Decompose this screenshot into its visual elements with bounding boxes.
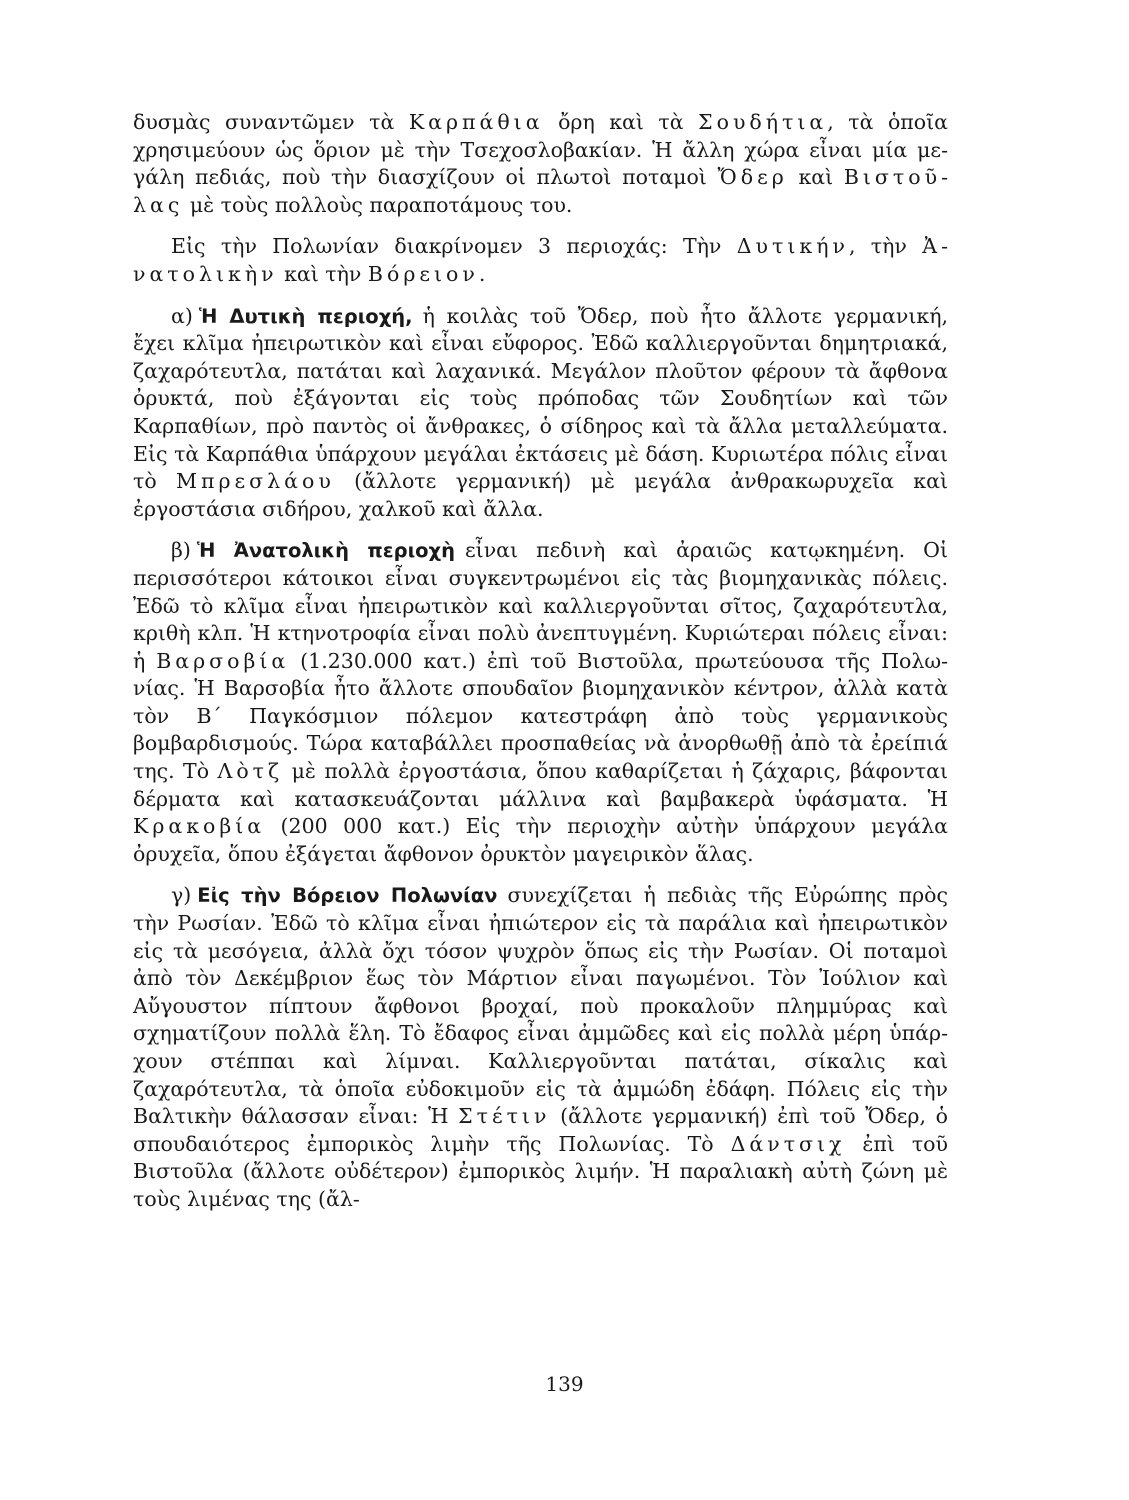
text-run: (200 000 κατ.) Εἰς τὴν περιοχὴν αὐτὴν ὑπάρχουν μεγάλα ὀρυχεῖα, ὅπου ἐξάγεται ἄφθονον ὀρυκτὸν μαγειρικὸν ἅλας.: [133, 814, 948, 866]
text-run: καὶ: [787, 165, 844, 190]
text-run: ἐπὶ τοῦ Βιστοῦλα (ἄλλοτε οὐδέτερον) ἐμπορικὸς λιμήν. Ἡ παραλιακὴ αὐτὴ ζώνη μὲ τοὺς λιμένας της (ἄλ-: [133, 1131, 948, 1211]
region-name: Βόρειον: [367, 261, 479, 286]
place-name: Σουδήτια: [698, 110, 828, 134]
paragraph-geography-intro: [133, 109, 948, 219]
section-heading: Ἡ Ἀνατολικὴ περιοχὴ: [196, 539, 456, 563]
section-northern-region: [133, 882, 948, 1213]
text-run: μὲ τοὺς πολλοὺς παραποτάμους του.: [183, 192, 573, 217]
section-label: γ): [171, 883, 192, 908]
text-run: μὲ πολλὰ ἐργοστάσια, ὅπου καθαρίζεται ἡ ζάχαρις, βάφονται δέρματα καὶ κατασκευάζονται μάλλινα καὶ βαμβακερὰ ὑφάσματα. Ἡ: [133, 759, 948, 811]
text-run: (ἄλλοτε γερμανική) μὲ μεγάλα ἀνθρακωρυχεῖα καὶ ἐργοστάσια σιδήρου, χαλκοῦ καὶ ἄλλα.: [133, 469, 948, 521]
paragraph-regions: [133, 233, 948, 288]
place-name: Ὄδερ: [717, 165, 788, 190]
text-run: δυσμὰς συναντῶμεν τὰ: [133, 110, 409, 134]
text-run: συνεχίζεται ἡ πεδιὰς τῆς Εὐρώπης πρὸς τὴν Ρωσίαν. Ἐδῶ τὸ κλῖμα εἶναι ἠπιώτερον εἰς τὰ παράλια καὶ ἠπειρωτικὸν εἰς τὰ μεσόγεια, ἀλλὰ ὄχι τόσον ψυχρὸν ὅπως εἰς τὴν Ρωσίαν. Οἱ ποταμοὶ ἀπὸ τὸν Δεκέμβριον ἕως τὸν Μάρτιον εἶναι παγωμένοι. Τὸν Ἰούλιον καὶ Αὔγουστον πίπτουν ἄφθονοι βροχαί, ποὺ προκαλοῦν πλημμύρας καὶ σχηματίζουν πολλὰ ἕλη. Τὸ ἔδαφος εἶναι ἀμμῶδες καὶ εἰς πολλὰ μέρη ὑπάρχουν στέππαι καὶ λίμναι. Καλλιεργοῦνται πατάται, σίκαλις καὶ ζαχαρότευτλα, τὰ ὁποῖα εὐδοκιμοῦν εἰς τὰ ἀμμώδη ἐδάφη. Πόλεις εἰς τὴν Βαλτικὴν θάλασσαν εἶναι: Ἡ: [133, 883, 948, 1129]
page-number: 139: [545, 1372, 584, 1396]
text-run: Εἰς τὴν Πολωνίαν διακρίνομεν 3 περιοχάς: Τὴν: [171, 234, 737, 259]
text-run: εἶναι πεδινὴ καὶ ἀραιῶς κατῳκημένη. Οἱ περισσότεροι κάτοικοι εἶναι συγκεντρωμένοι εἰς τὰς βιομηχανικὰς πόλεις. Ἐδῶ τὸ κλῖμα εἶναι ἠπειρωτικὸν καὶ καλλιεργοῦνται σῖτος, ζαχαρότευτλα, κριθὴ κλπ. Ἡ κτηνοτροφία εἶναι πολὺ ἀνεπτυγμένη. Κυριώτεραι πόλεις εἶναι: ἡ: [133, 538, 949, 673]
text-run: , τὴν: [848, 234, 923, 259]
text-run: (1.230.000 κατ.) ἐπὶ τοῦ Βιστοῦλα, πρωτεύουσα τῆς Πολωνίας. Ἡ Βαρσοβία ἦτο ἄλλοτε σπουδαῖον βιομηχανικὸν κέντρον, ἀλλὰ κατὰ τὸν Β΄ Παγκόσμιον πόλεμον κατεστράφη ἀπὸ τοὺς γερμανικοὺς βομβαρδισμούς. Τώρα καταβάλλει προσπαθείας νὰ ἀνορθωθῇ ἀπὸ τὰ ἐρείπιά της. Τὸ: [133, 648, 948, 784]
text-run: ὄρη καὶ τὰ: [543, 110, 699, 134]
city-name: Στέτιν: [458, 1104, 551, 1129]
city-name: Μπρεσλάου: [176, 469, 335, 494]
section-western-region: [133, 303, 948, 524]
region-name: Ἀνατολικὴν: [133, 234, 948, 286]
city-name: Βαρσοβία: [156, 648, 290, 673]
section-eastern-region: [133, 537, 948, 868]
city-name: Κρακοβία: [133, 814, 266, 839]
city-name: Λὸτζ: [217, 759, 284, 784]
page-body: [133, 109, 948, 1214]
text-run: (ἄλλοτε γερμανική) ἐπὶ τοῦ Ὄδερ, ὁ σπουδαιότερος ἐμπορικὸς λιμὴν τῆς Πολωνίας. Τὸ: [133, 1104, 949, 1156]
place-name: Βιστοῦλας: [133, 165, 949, 217]
city-name: Δάντσιχ: [730, 1131, 846, 1156]
place-name: Καρπάθια: [408, 110, 544, 134]
region-name: Δυτικήν: [736, 234, 849, 259]
text-run: καὶ τὴν: [277, 261, 368, 286]
text-run: ἡ κοιλὰς τοῦ Ὄδερ, ποὺ ἦτο ἄλλοτε γερμανική, ἔχει κλῖμα ἠπειρωτικὸν καὶ εἶναι εὔφορος. Ἐδῶ καλλιεργοῦνται δημητριακά, ζαχαρότευτλα, πατάται καὶ λαχανικά. Μεγάλον πλοῦτον φέρουν τὰ ἄφθονα ὀρυκτά, ποὺ ἐξάγονται εἰς τοὺς πρόποδας τῶν Σουδητίων καὶ τῶν Καρπαθίων, πρὸ παντὸς οἱ ἄνθρακες, ὁ σίδηρος καὶ τὰ ἄλλα μεταλλεύματα. Εἰς τὰ Καρπάθια ὑπάρχουν μεγάλαι ἐκτάσεις μὲ δάση. Κυριωτέρα πόλις εἶναι τὸ: [133, 303, 948, 494]
section-heading: Ἡ Δυτικὴ περιοχή,: [198, 304, 413, 328]
text-run: .: [478, 261, 486, 286]
text-run: , τὰ ὁποῖα χρησιμεύουν ὡς ὅριον μὲ τὴν Τσεχοσλοβακίαν. Ἡ ἄλλη χώρα εἶναι μία μεγάλη πεδιάς, ποὺ τὴν διασχίζουν οἱ πλωτοὶ ποταμοὶ: [133, 110, 948, 190]
section-label: α): [171, 303, 193, 328]
section-heading: Εἰς τὴν Βόρειον Πολωνίαν: [197, 884, 498, 908]
section-label: β): [171, 538, 191, 563]
